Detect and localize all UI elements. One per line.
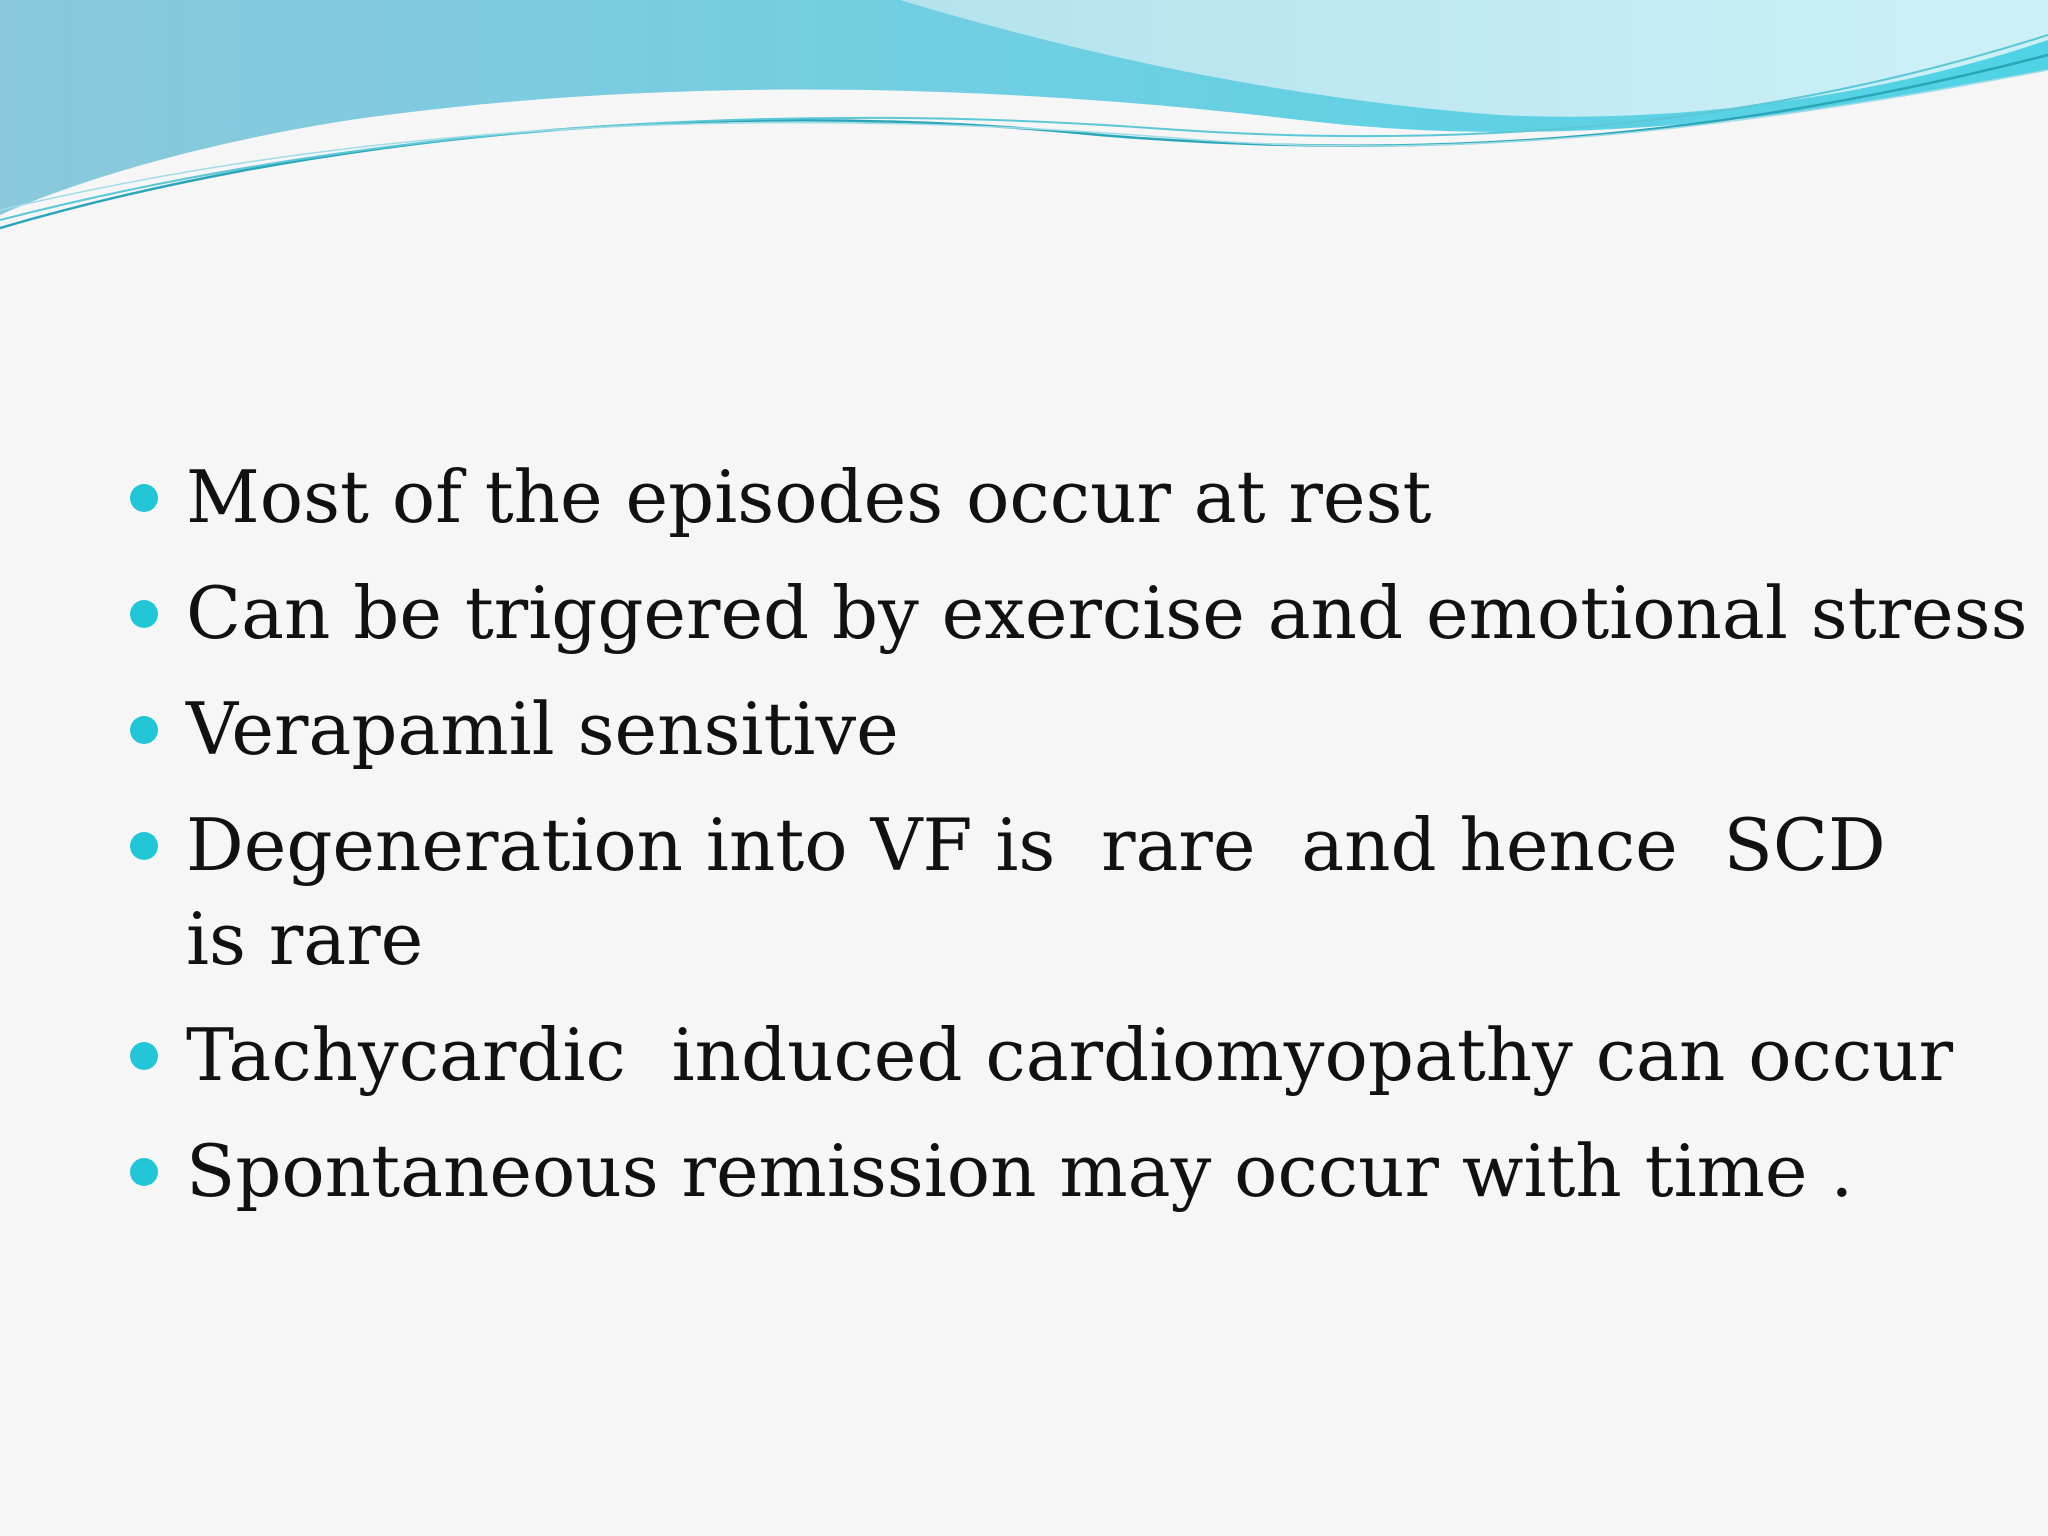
bullet-text: Verapamil sensitive — [186, 687, 899, 771]
bullet-text: Tachycardic induced cardiomyopathy can occur — [186, 1013, 1953, 1097]
bullet-text: Degeneration into VF is rare and hence SCD is rare — [186, 803, 1909, 981]
bullet-item — [130, 1008, 1953, 1102]
bullet-text: Spontaneous remission may occur with time . — [186, 1129, 1854, 1213]
bullet-dot-icon — [130, 716, 158, 744]
bullet-text: Most of the episodes occur at rest — [186, 455, 1432, 539]
bullet-dot-icon — [130, 600, 158, 628]
bullet-item — [130, 450, 1930, 544]
bullet-dot-icon — [130, 1042, 158, 1070]
bullet-item — [130, 566, 2028, 660]
bullet-dot-icon — [130, 1158, 158, 1186]
bullet-text: Can be triggered by exercise and emotional stress — [186, 571, 2028, 655]
bullet-dot-icon — [130, 484, 158, 512]
bullet-item — [130, 682, 1930, 776]
bullet-item — [130, 798, 1909, 986]
bullet-dot-icon — [130, 832, 158, 860]
bullet-item — [130, 1124, 1930, 1218]
bullet-list — [130, 450, 2028, 1240]
header-wave-decoration — [0, 0, 2048, 240]
